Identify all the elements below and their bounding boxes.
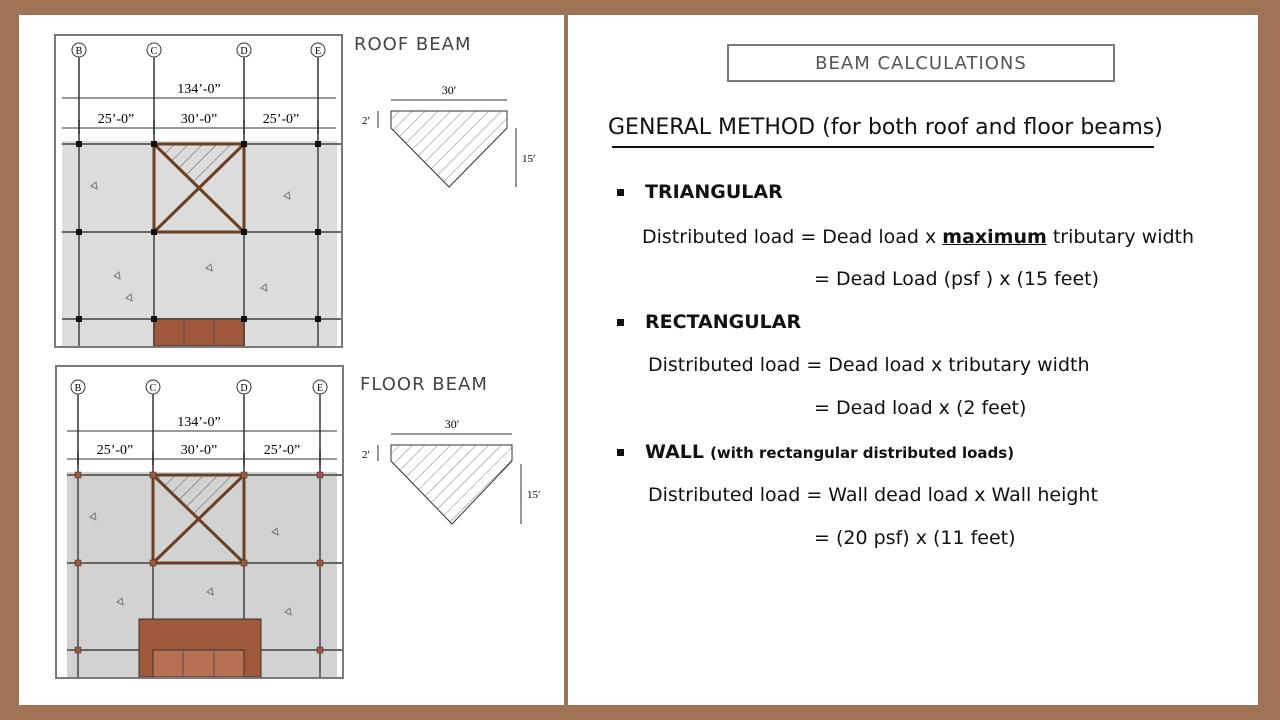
roof-beam-label: ROOF BEAM <box>354 34 472 55</box>
wall-heading <box>645 441 1014 463</box>
triangular-line1 <box>642 226 1194 248</box>
roof-grid-b: B <box>75 46 83 57</box>
floor-beam-label: FLOOR BEAM <box>360 374 488 395</box>
triangular-line1-pre: Distributed load = Dead load x <box>642 226 943 248</box>
floor-grid-b: B <box>74 383 82 394</box>
left-panel <box>19 15 564 705</box>
bullet-rectangular <box>617 319 624 326</box>
roof-trib-left: 2′ <box>362 115 370 127</box>
right-panel <box>568 15 1258 705</box>
floor-span-1: 25’-0” <box>96 443 134 458</box>
roof-grid-c: C <box>150 46 158 57</box>
floor-overall-dim: 134’-0” <box>177 415 221 430</box>
triangular-label: TRIANGULAR <box>645 181 783 203</box>
triangular-line1-post: tributary width <box>1046 226 1195 248</box>
roof-overall-dim: 134’-0” <box>177 82 221 97</box>
roof-plan <box>54 34 343 348</box>
wall-line2: = (20 psf) x (11 feet) <box>814 527 1016 549</box>
roof-span-3: 25’-0” <box>262 112 300 127</box>
roof-span-1: 25’-0” <box>97 112 135 127</box>
wall-note: (with rectangular distributed loads) <box>710 444 1015 462</box>
roof-span-2: 30’-0” <box>180 112 218 127</box>
floor-trib-right: 15′ <box>527 489 541 501</box>
roof-opening <box>154 319 244 346</box>
floor-trib-left: 2′ <box>362 449 370 461</box>
roof-grid-d: D <box>240 46 248 57</box>
floor-trib-shape <box>391 445 512 524</box>
rectangular-line1: Distributed load = Dead load x tributary width <box>648 354 1090 376</box>
general-method-heading: GENERAL METHOD (for both roof and floor beams) <box>608 115 1163 140</box>
beam-calculations-title: BEAM CALCULATIONS <box>727 44 1115 82</box>
bullet-triangular <box>617 189 624 196</box>
roof-trib-width: 30′ <box>441 83 457 97</box>
roof-grid-markers <box>72 43 325 57</box>
rectangular-line2: = Dead load x (2 feet) <box>814 397 1027 419</box>
floor-span-3: 25’-0” <box>263 443 301 458</box>
floor-plan <box>55 365 344 679</box>
floor-grid-markers <box>71 380 327 394</box>
roof-trib-right: 15′ <box>522 153 536 165</box>
floor-span-2: 30’-0” <box>180 443 218 458</box>
roof-trib-shape <box>391 111 507 187</box>
triangular-line1-emph: maximum <box>942 226 1047 248</box>
wall-line1: Distributed load = Wall dead load x Wall height <box>648 484 1098 506</box>
floor-plan-drawing <box>57 367 342 677</box>
roof-plan-drawing <box>56 36 341 346</box>
wall-label: WALL <box>645 441 705 463</box>
roof-tributary-diagram <box>354 80 554 200</box>
triangular-line2: = Dead Load (psf ) x (15 feet) <box>814 268 1100 290</box>
floor-grid-e: E <box>316 383 324 394</box>
bullet-wall <box>617 449 624 456</box>
floor-trib-width: 30′ <box>444 417 460 431</box>
heading-underline <box>612 146 1154 148</box>
roof-grid-e: E <box>314 46 322 57</box>
rectangular-label: RECTANGULAR <box>645 311 802 333</box>
floor-grid-d: D <box>240 383 248 394</box>
floor-tributary-diagram <box>354 414 554 534</box>
floor-grid-c: C <box>149 383 157 394</box>
